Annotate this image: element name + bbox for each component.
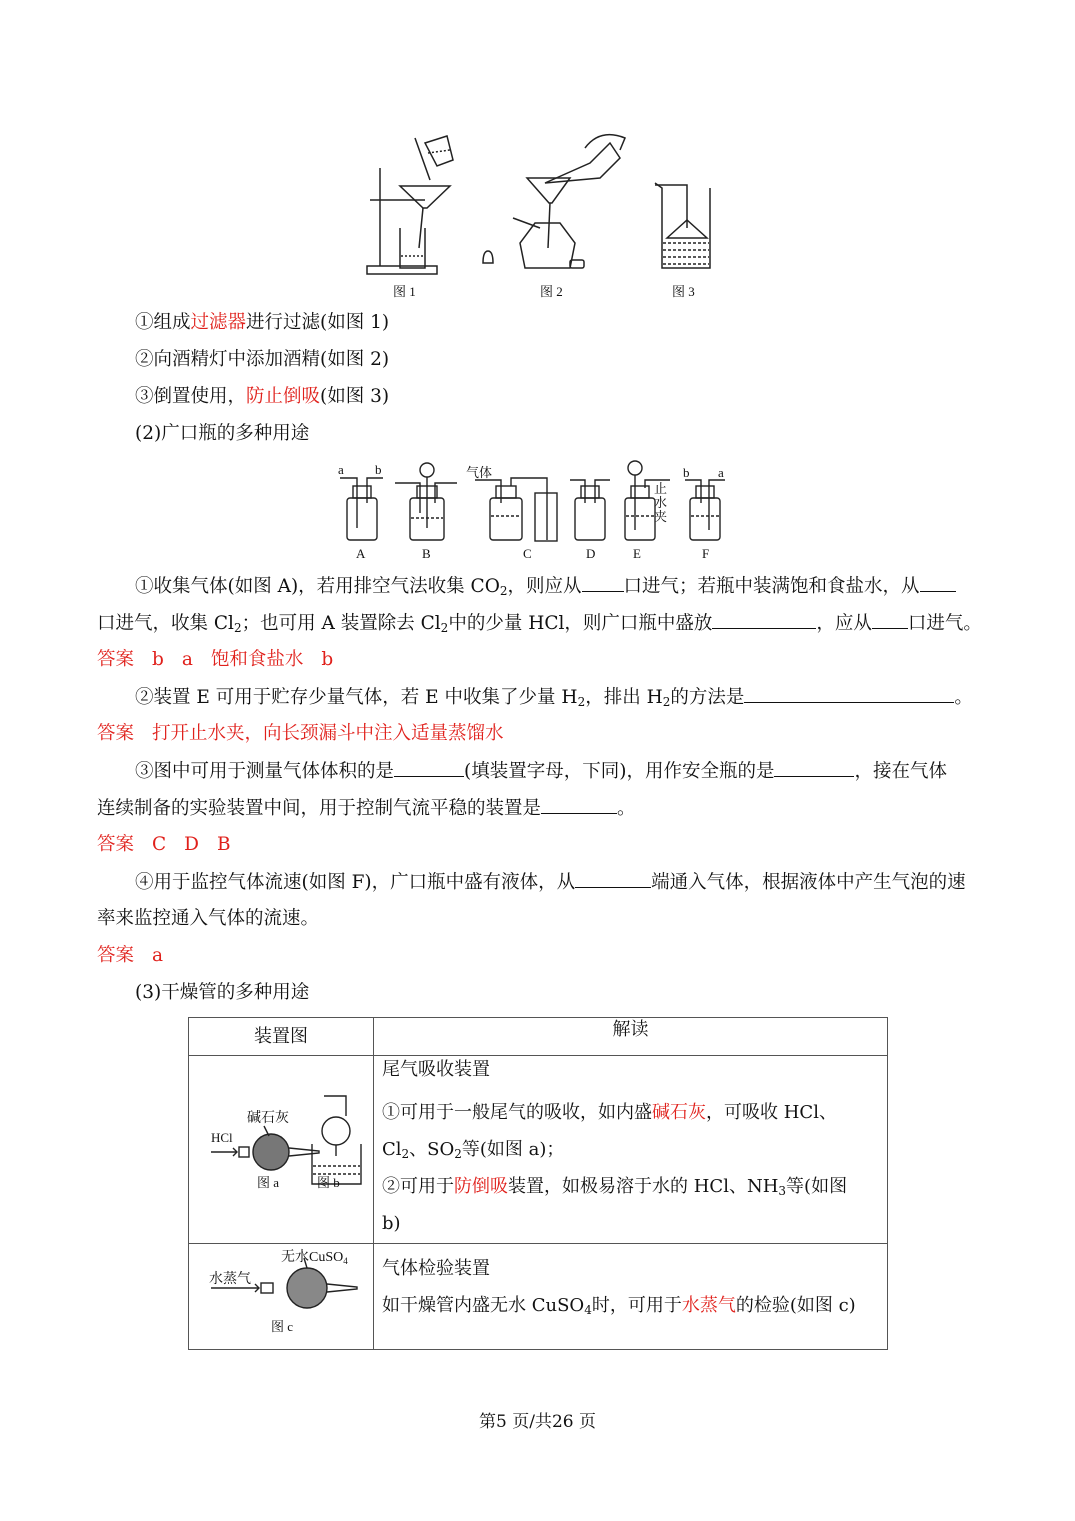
- drying-tube-table: [188, 1017, 888, 1350]
- figure-1-label: 图 1: [393, 284, 416, 299]
- row2-title: 气体检验装置: [382, 1258, 490, 1279]
- soda-lime-label: 碱石灰: [247, 1111, 289, 1126]
- row2-figure-cell: [189, 1244, 374, 1350]
- table-header-figure: 装置图: [189, 1018, 374, 1056]
- bottle-c-drawing: [475, 478, 557, 541]
- q4-line1: ④用于监控气体流速(如图 F)，广口瓶中盛有液体，从 端通入气体，根据液体中产生气泡的速: [135, 869, 966, 896]
- bottle-a-port-b: b: [375, 462, 382, 477]
- bottle-d-drawing: [570, 480, 610, 540]
- bottle-f-drawing: [685, 480, 725, 540]
- figure-3-label: 图 3: [672, 284, 695, 299]
- anhydrous-cuso4-label: 无水CuSO$_4$: [281, 1250, 348, 1266]
- row1-figure-cell: [189, 1056, 374, 1244]
- q1-line2: 口进气，收集 $Cl_2$；也可用 A 装置除去 $Cl_2$中的少量 HCl，则广口瓶中盛放 ，应从 口进气。: [97, 610, 982, 637]
- figure-c-label: 图 c: [271, 1319, 294, 1334]
- q1-answer: 答案 b a 饱和食盐水 b: [97, 649, 334, 670]
- row1-line2: $Cl_2$、$SO_2$等(如图 a)；: [382, 1139, 565, 1161]
- water-vapor-label: 水蒸气: [209, 1272, 251, 1287]
- figure-2-label: 图 2: [540, 284, 563, 299]
- item-alcohol-lamp: ②向酒精灯中添加酒精(如图 2): [135, 349, 390, 370]
- q3-line2: 连续制备的实验装置中间，用于控制气流平稳的装置是 。: [97, 795, 636, 822]
- figure-wide-mouth-bottles: [335, 458, 735, 546]
- item-filter: ①组成过滤器进行过滤(如图 1): [135, 312, 390, 333]
- bottle-label-f: F: [702, 546, 710, 561]
- row1-line4: b): [382, 1213, 401, 1234]
- bottle-b-drawing: [395, 463, 457, 540]
- q4-answer: 答案 a: [97, 945, 164, 966]
- bottle-label-b: B: [422, 546, 431, 561]
- bottle-f-port-a: a: [718, 465, 724, 480]
- table-header-explain: 解读: [374, 1018, 888, 1056]
- filtration-apparatus-drawing: [367, 136, 453, 274]
- row1-title: 尾气吸收装置: [382, 1059, 490, 1080]
- row2-line1: 如干燥管内盛无水 CuSO$_4$时，可用于水蒸气的检验(如图 c): [382, 1295, 856, 1317]
- page-footer: 第5 页/共26 页: [479, 1412, 596, 1432]
- bottle-label-e: E: [633, 546, 641, 561]
- figure-b-label: 图 b: [317, 1175, 340, 1190]
- bottle-f-port-b: b: [683, 465, 690, 480]
- row2-explain-cell: [374, 1244, 888, 1350]
- q1-line1: ①收集气体(如图 A)，若用排空气法收集 $CO_2$，则应从 口进气；若瓶中装满饱和食盐水，从: [135, 573, 956, 600]
- q4-line2: 率来监控通入气体的流速。: [97, 908, 320, 929]
- item-inverted: ③倒置使用，防止倒吸(如图 3): [135, 386, 390, 407]
- q3-answer: 答案 C D B: [97, 834, 231, 855]
- q2-line1: ②装置 E 可用于贮存少量气体，若 E 中收集了少量 $H_2$，排出 $H_2$的方法是 。: [135, 684, 973, 711]
- bottle-e-clamp-label: 止水夹: [654, 481, 668, 524]
- bottle-a-port-a: a: [338, 462, 344, 477]
- row1-explain-cell: [374, 1056, 888, 1244]
- inverted-funnel-drawing: [655, 183, 710, 268]
- bottle-label-a: A: [356, 546, 366, 561]
- row1-line1: ①可用于一般尾气的吸收，如内盛碱石灰，可吸收 HCl、: [382, 1102, 837, 1123]
- bottle-c-gas-label: 气体: [466, 465, 493, 480]
- alcohol-lamp-drawing: [483, 135, 625, 268]
- section2-title: (2)广口瓶的多种用途: [135, 423, 310, 444]
- figure-a-label: 图 a: [257, 1175, 280, 1190]
- hcl-label: HCl: [211, 1130, 233, 1145]
- bottle-label-d: D: [586, 546, 596, 561]
- q3-line1: ③图中可用于测量气体体积的是 (填装置字母，下同)，用作安全瓶的是 ，接在气体: [135, 758, 947, 785]
- bottle-label-c: C: [523, 546, 532, 561]
- bottle-a-drawing: [340, 478, 383, 540]
- row1-line3: ②可用于防倒吸装置，如极易溶于水的 HCl、$NH_3$等(如图: [382, 1176, 848, 1198]
- section3-title: (3)干燥管的多种用途: [135, 982, 310, 1003]
- q2-answer: 答案 打开止水夹，向长颈漏斗中注入适量蒸馏水: [97, 723, 504, 744]
- figure-filtration-set: [355, 128, 730, 278]
- figure-ab-drawing: [189, 1056, 373, 1238]
